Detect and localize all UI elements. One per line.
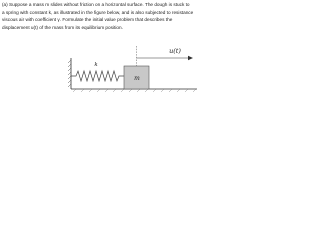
arrow-head <box>188 56 193 60</box>
spring <box>71 71 124 81</box>
problem-line-2: a spring with constant k, as illustrated in the figure below, and is also subjected to resistance <box>2 9 194 15</box>
problem-line-3: viscous air with coefficient γ. Formulate the initial value problem that describes the <box>2 17 173 23</box>
wall-hatching <box>68 60 71 87</box>
spring-mass-figure <box>0 0 200 97</box>
mass-label: m <box>134 75 140 82</box>
problem-line-4: displacement u(t) of the mass from its equilibrium position. <box>2 24 123 30</box>
displacement-label: u(t) <box>169 47 181 55</box>
spring-constant-label: k <box>94 62 98 68</box>
floor-hatching <box>73 89 196 92</box>
problem-line-1: (a) Suppose a mass m slides without friction on a horizontal surface. The dough is stuck to <box>2 2 190 7</box>
